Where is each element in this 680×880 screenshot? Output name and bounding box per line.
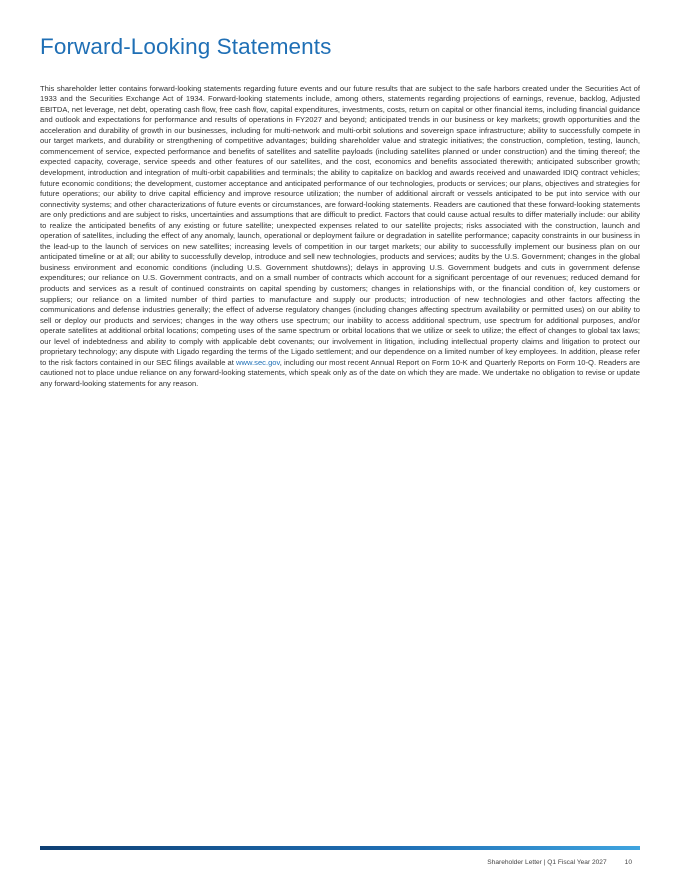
footer-label: Shareholder Letter | Q1 Fiscal Year 2027 xyxy=(487,859,607,866)
body-text-before-link: This shareholder letter contains forward-looking statements regarding future events and our future results that are subject to the safe harbors created under the Securities Act of 1933 and the Securities Exchange Act of 1934. Forward-looking statements include, among others, statements regarding projections of earnings, revenue, backlog, Adjusted EBITDA, net leverage, net debt, operating cash flow, free cash flow, capital expenditures, investments, costs, return on capital or other financial items, including financial guidance and outlook and expectations for performance and results of operations in FY2027 and beyond; anticipated trends in our business or key markets; growth opportunities and the acceleration and durability of growth in our businesses, including for multi-network and multi-orbit solutions and sovereign space infrastructure; ability to successfully compete in our target markets, and durability or strengthening of competitive advantages; building shareholder value and strategic initiatives; the construction, completion, testing, launch, commencement of service, expected performance and benefits of satellites and satellite payloads (including satellites planned or under construction) and the timing thereof; the expected capacity, coverage, service speeds and other features of our satellites, and the cost, economics and benefits associated therewith; anticipated subscriber growth; development, introduction and integration of multi-orbit capabilities and terminals; the ability to capitalize on backlog and awards received and unawarded IDIQ contract vehicles; future economic conditions; the development, customer acceptance and anticipated performance of our technologies, products or services; our plans, objectives and strategies for future operations; our ability to drive capital efficiency and improve resource utilization; the number of additional aircraft or vessels anticipated to be put into service with our connectivity systems; and other characterizations of future events or circumstances, are forward-looking statements. Readers are cautioned that these forward-looking statements are only predictions and are subject to risks, uncertainties and assumptions that are difficult to predict. Factors that could cause actual results to differ materially include: our ability to realize the anticipated benefits of any existing or future satellite; unexpected expenses related to our satellite projects; risks associated with the construction, launch and operation of satellites, including the effect of any anomaly, launch, operational or deployment failure or degradation in satellite performance; capacity constraints in our business in the lead-up to the launch of services on new satellites; increasing levels of competition in our target markets; our ability to successfully implement our business plan on our anticipated timeline or at all; our ability to successfully develop, introduce and sell new technologies, products and services; audits by the U.S. Government; changes in the global business environment and economic conditions (including U.S. Government shutdowns); delays in approving U.S. Government budgets and cuts in government defense expenditures; our reliance on U.S. Government contracts, and on a small number of contracts which account for a significant percentage of our revenues; reduced demand for products and services as a result of continued constraints on capital spending by customers; changes in relationships with, or the financial condition of, key customers or suppliers; our reliance on a limited number of third parties to manufacture and supply our products; introduction of new technologies and other factors affecting the communications and defense industries generally; the effect of adverse regulatory changes (including changes affecting spectrum availability or permitted uses) on our ability to sell or deploy our products and services; changes in the way others use spectrum; our inability to access additional spectrum, use spectrum for additional purposes, and/or operate satellites at additional orbital locations; competing uses of the same spectrum or orbital locations that we utilize or seek to utilize; the effect of changes to global tax laws; our level of indebtedness and ability to comply with applicable debt covenants; our involvement in litigation, including intellectual property claims and litigation to protect our proprietary technology; any dispute with Ligado regarding the terms of the Ligado settlement; and our dependence on a limited number of key employees. In addition, please refer to the risk factors contained in our SEC filings available at xyxy=(40,83,640,367)
body-paragraph xyxy=(40,84,640,390)
body-text-after-link: , including our most recent Annual Report on Form 10-K and Quarterly Reports on Form 10-Q. Readers are cautioned not to place undue reliance on any forward-looking statements, which speak only as of the date on which they are made. We undertake no obligation to revise or update any forward-looking statements for any reason. xyxy=(40,357,640,388)
footer-divider-bar xyxy=(40,846,640,850)
page-footer xyxy=(487,859,632,866)
page-number: 10 xyxy=(624,859,632,866)
page-title: Forward-Looking Statements xyxy=(40,34,332,59)
sec-website-link[interactable]: www.sec.gov xyxy=(236,357,280,367)
